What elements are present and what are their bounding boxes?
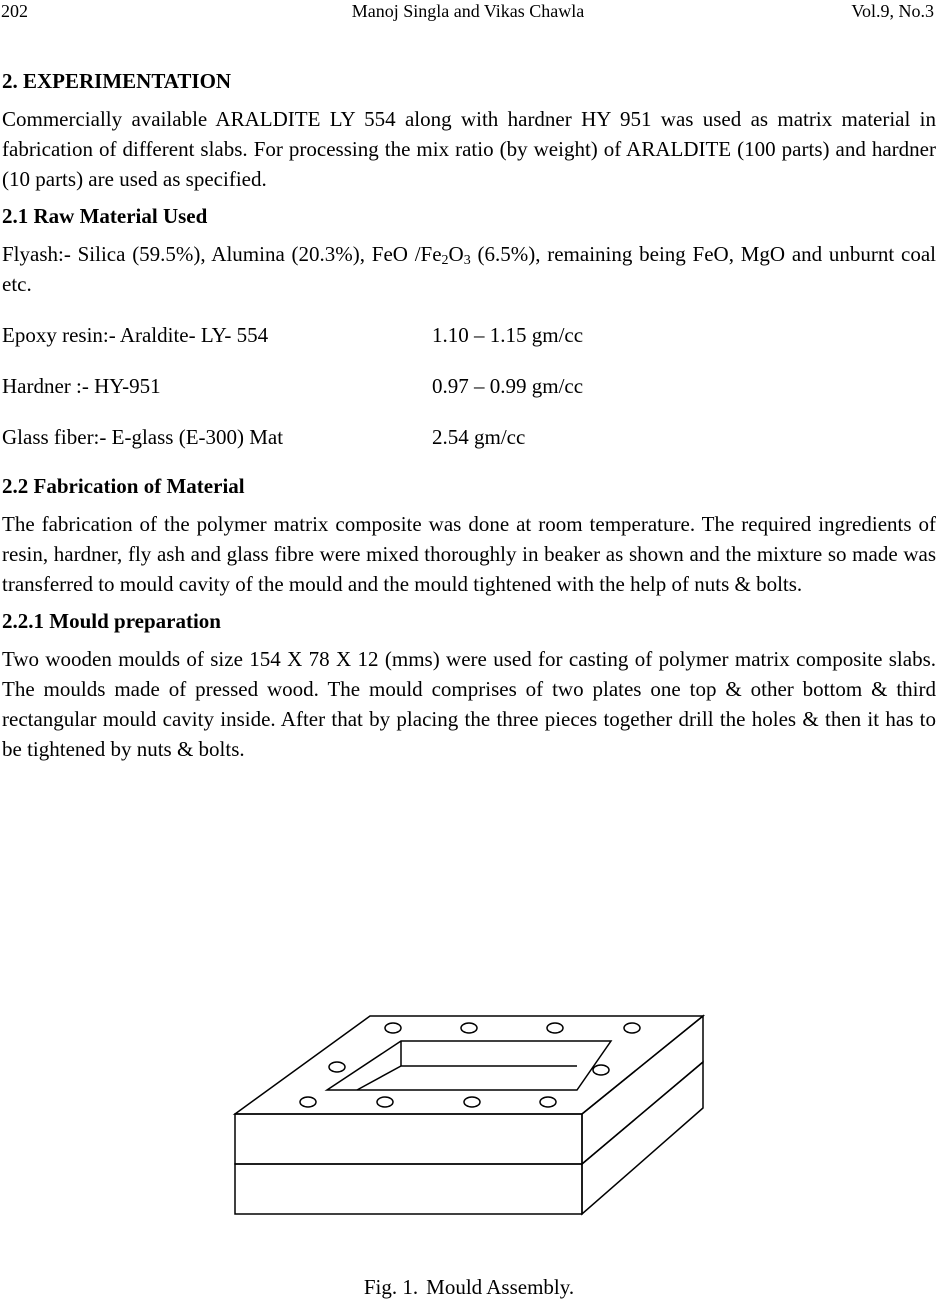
mould-side-lower-plate (582, 1062, 703, 1214)
paragraph-fabrication: The fabrication of the polymer matrix composite was done at room temperature. The required ingredients of resin, hardner, fly ash and glass fibre were mixed thoroughly in beaker as shown and the mixture so made was transferred to mould cavity of the mould and the mould tightened with the help of nuts & bolts. (2, 512, 936, 596)
material-name: Glass fiber:- E-glass (E-300) Mat (2, 425, 284, 449)
material-name: Epoxy resin:- Araldite- LY- 554 (2, 323, 269, 347)
material-row (2, 371, 936, 401)
mould-top-face (235, 1016, 703, 1114)
page-number: 202 (1, 1, 28, 21)
running-header (0, 0, 936, 26)
bolt-hole (329, 1062, 345, 1072)
material-row (2, 320, 936, 350)
figure-label: Fig. 1. (363, 1275, 419, 1299)
paragraph-mould-preparation: Two wooden moulds of size 154 X 78 X 12 (mms) were used for casting of polymer matrix composite slabs. The moulds made of pressed wood. The mould comprises of two plates one top & other bottom & third rectangular mould cavity inside. After that by placing the three pieces together drill the holes & then it has to be tightened by nuts & bolts. (2, 647, 936, 761)
material-name: Hardner :- HY-951 (2, 374, 161, 398)
header-authors: Manoj Singla and Vikas Chawla (351, 1, 585, 21)
bolt-hole (377, 1097, 393, 1107)
material-density: 0.97 – 0.99 gm/cc (432, 374, 584, 398)
section-title-mould-preparation: 2.2.1 Mould preparation (2, 609, 221, 633)
bolt-holes (300, 1023, 640, 1107)
bolt-hole (624, 1023, 640, 1033)
paragraph-flyash: Flyash:- Silica (59.5%), Alumina (20.3%), FeO $/Fe_2O_3$ (6.5%), remaining being FeO, MgO and unburnt coal etc. (2, 242, 936, 296)
bolt-hole (547, 1023, 563, 1033)
section-title-raw-material: 2.1 Raw Material Used (2, 204, 208, 228)
paragraph-experimentation: Commercially available ARALDITE LY 554 along with hardner HY 951 was used as matrix material in fabrication of different slabs. For processing the mix ratio (by weight) of ARALDITE (100 parts) and hardner (10 parts) are used as specified. (2, 107, 936, 191)
mould-side-upper-plate (582, 1016, 703, 1164)
bolt-hole (461, 1023, 477, 1033)
material-row (2, 422, 936, 452)
section-title-fabrication: 2.2 Fabrication of Material (2, 474, 245, 498)
mould-front-lower-plate (235, 1164, 582, 1214)
section-title-experimentation: 2. EXPERIMENTATION (2, 69, 232, 93)
mould-front-upper-plate (235, 1114, 582, 1164)
figure-caption (0, 1272, 938, 1302)
bolt-hole (593, 1065, 609, 1075)
mould-assembly-drawing (0, 1010, 938, 1225)
mould-cavity-wall (357, 1066, 577, 1090)
body-content (2, 66, 936, 771)
material-density: 1.10 – 1.15 gm/cc (432, 323, 584, 347)
bolt-hole (540, 1097, 556, 1107)
material-density: 2.54 gm/cc (432, 425, 526, 449)
figure-caption-text: Mould Assembly. (426, 1275, 575, 1299)
bolt-hole (464, 1097, 480, 1107)
header-volume: Vol.9, No.3 (851, 1, 934, 21)
figure-mould-assembly (0, 1010, 938, 1225)
bolt-hole (300, 1097, 316, 1107)
bolt-hole (385, 1023, 401, 1033)
